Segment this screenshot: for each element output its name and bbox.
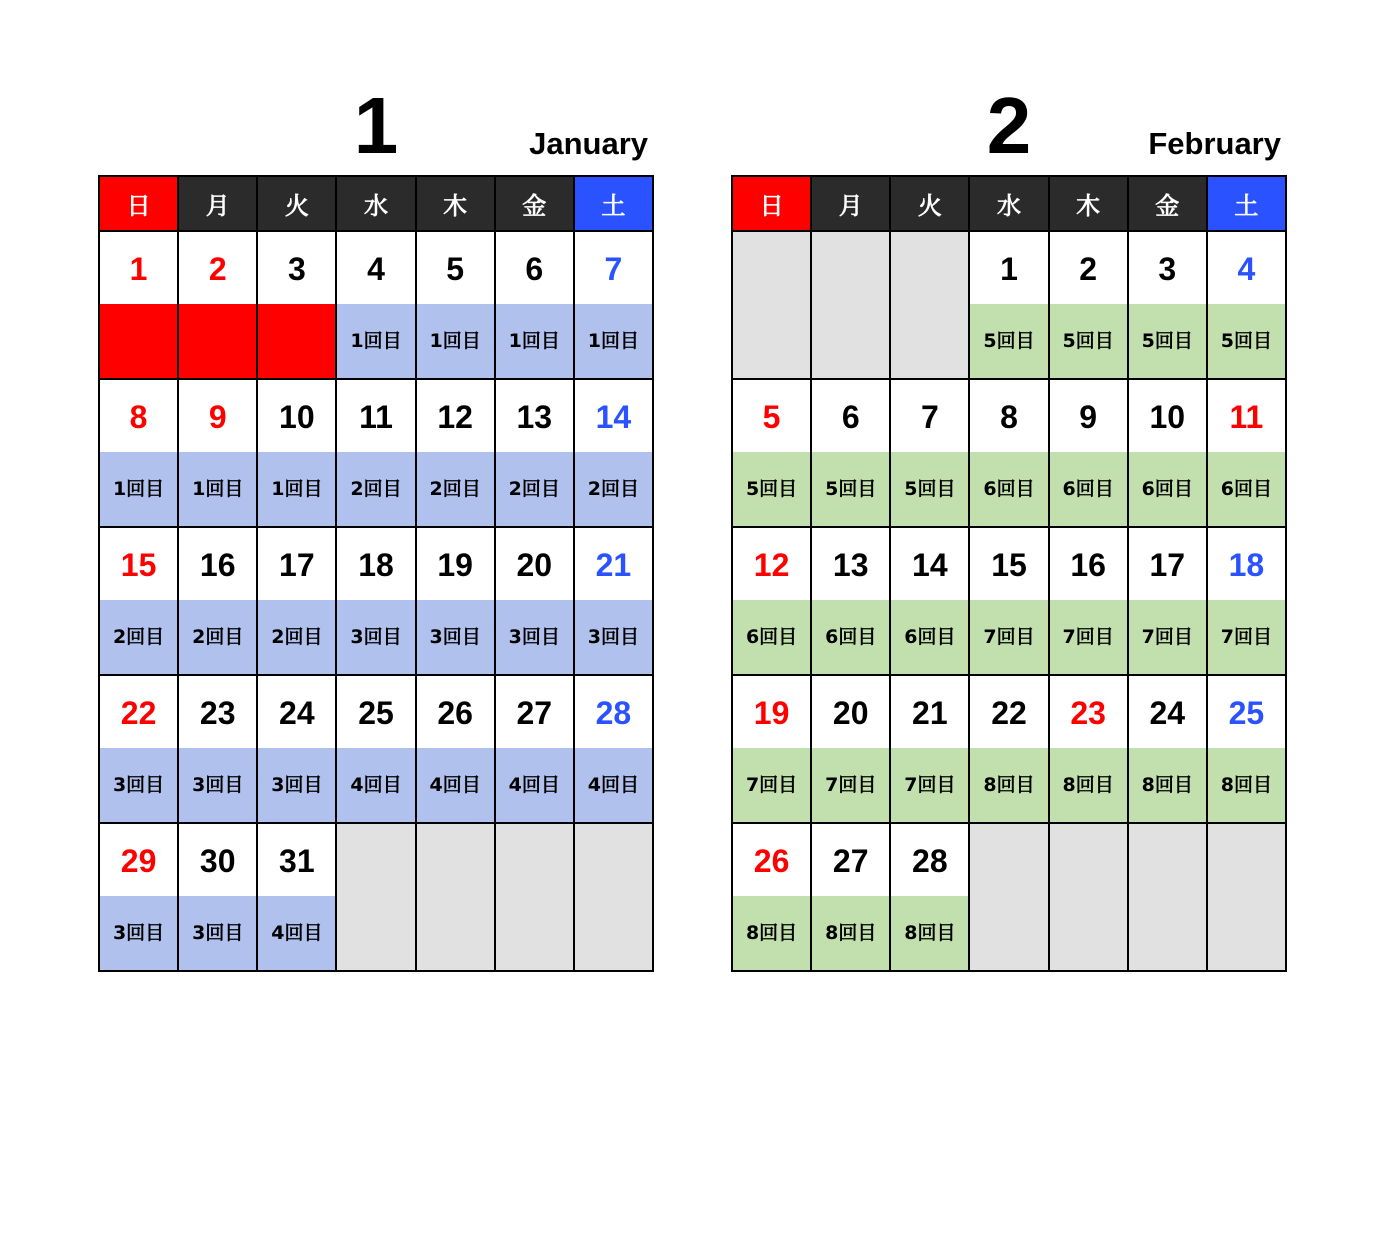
day-number: 26 [733, 824, 810, 896]
calendar-february [731, 0, 1287, 972]
day-number: 27 [496, 676, 573, 748]
session-count: 7回目 [1129, 600, 1206, 674]
day-number: 13 [496, 380, 573, 452]
weekday-header-row [99, 176, 653, 231]
day-number: 18 [337, 528, 414, 600]
day-cell[interactable] [99, 823, 178, 971]
day-number: 4 [337, 232, 414, 304]
day-number: 2 [179, 232, 256, 304]
day-cell[interactable] [495, 379, 574, 527]
weekday-header: 木 [1049, 176, 1128, 231]
session-count [258, 304, 335, 378]
day-number: 1 [100, 232, 177, 304]
day-number: 5 [733, 380, 810, 452]
empty-day-cell [336, 823, 415, 971]
day-number: 9 [179, 380, 256, 452]
weekday-header-row [732, 176, 1286, 231]
month-header [731, 0, 1287, 175]
day-number: 3 [1129, 232, 1206, 304]
weekday-header: 火 [890, 176, 969, 231]
day-number: 25 [337, 676, 414, 748]
week-row [99, 231, 653, 379]
day-cell[interactable] [732, 823, 811, 971]
day-cell[interactable] [178, 823, 257, 971]
session-count: 6回目 [1050, 452, 1127, 526]
session-count: 1回目 [337, 304, 414, 378]
day-cell[interactable] [1049, 231, 1128, 379]
session-count: 7回目 [812, 748, 889, 822]
session-count: 5回目 [970, 304, 1047, 378]
day-cell[interactable] [574, 231, 653, 379]
session-count: 5回目 [1129, 304, 1206, 378]
day-cell[interactable] [1207, 379, 1286, 527]
session-count: 8回目 [1050, 748, 1127, 822]
day-cell[interactable] [257, 823, 336, 971]
day-cell[interactable] [257, 675, 336, 823]
session-count: 8回目 [891, 896, 968, 970]
calendar-grid [731, 175, 1287, 972]
day-number: 7 [891, 380, 968, 452]
day-cell[interactable] [890, 527, 969, 675]
day-number: 15 [100, 528, 177, 600]
session-count: 2回目 [575, 452, 652, 526]
session-count: 6回目 [733, 600, 810, 674]
session-count: 1回目 [100, 452, 177, 526]
session-count: 5回目 [812, 452, 889, 526]
session-count: 3回目 [100, 896, 177, 970]
session-count: 4回目 [496, 748, 573, 822]
empty-day-cell [811, 231, 890, 379]
weekday-header: 火 [257, 176, 336, 231]
session-count: 4回目 [337, 748, 414, 822]
day-number: 1 [970, 232, 1047, 304]
day-number: 2 [1050, 232, 1127, 304]
day-number: 14 [891, 528, 968, 600]
day-cell[interactable] [336, 231, 415, 379]
empty-day-cell [574, 823, 653, 971]
day-cell[interactable] [890, 823, 969, 971]
day-cell[interactable] [495, 231, 574, 379]
day-number: 11 [337, 380, 414, 452]
day-number: 10 [258, 380, 335, 452]
day-number: 28 [891, 824, 968, 896]
session-count: 6回目 [891, 600, 968, 674]
day-number: 15 [970, 528, 1047, 600]
day-number: 19 [733, 676, 810, 748]
day-number: 12 [733, 528, 810, 600]
empty-day-cell [732, 231, 811, 379]
month-name: February [1148, 126, 1281, 161]
day-cell[interactable] [1049, 527, 1128, 675]
weekday-header: 金 [1128, 176, 1207, 231]
session-count: 6回目 [1208, 452, 1285, 526]
day-cell[interactable] [732, 675, 811, 823]
week-row [99, 527, 653, 675]
session-count [100, 304, 177, 378]
calendar-grid [98, 175, 654, 972]
day-cell[interactable] [99, 379, 178, 527]
day-cell[interactable] [99, 675, 178, 823]
day-cell[interactable] [1128, 379, 1207, 527]
month-header [98, 0, 654, 175]
session-count: 2回目 [100, 600, 177, 674]
session-count: 7回目 [891, 748, 968, 822]
day-number: 16 [179, 528, 256, 600]
session-count: 1回目 [258, 452, 335, 526]
day-number: 17 [1129, 528, 1206, 600]
empty-day-cell [416, 823, 495, 971]
session-count [179, 304, 256, 378]
session-count: 1回目 [496, 304, 573, 378]
empty-day-cell [495, 823, 574, 971]
day-number: 24 [258, 676, 335, 748]
session-count: 3回目 [258, 748, 335, 822]
day-cell[interactable] [811, 527, 890, 675]
day-cell[interactable] [178, 527, 257, 675]
day-cell[interactable] [495, 527, 574, 675]
session-count: 3回目 [417, 600, 494, 674]
day-number: 29 [100, 824, 177, 896]
day-cell[interactable] [257, 527, 336, 675]
day-cell[interactable] [257, 231, 336, 379]
day-number: 6 [812, 380, 889, 452]
month-number: 2 [986, 81, 1032, 170]
day-cell[interactable] [99, 231, 178, 379]
session-count: 7回目 [970, 600, 1047, 674]
session-count: 1回目 [179, 452, 256, 526]
session-count: 2回目 [258, 600, 335, 674]
day-number: 24 [1129, 676, 1206, 748]
session-count: 7回目 [733, 748, 810, 822]
day-number: 30 [179, 824, 256, 896]
session-count: 8回目 [733, 896, 810, 970]
week-row [99, 823, 653, 971]
week-row [732, 675, 1286, 823]
session-count: 8回目 [1129, 748, 1206, 822]
session-count: 6回目 [812, 600, 889, 674]
day-number: 14 [575, 380, 652, 452]
weekday-header: 月 [178, 176, 257, 231]
session-count: 4回目 [575, 748, 652, 822]
session-count: 8回目 [812, 896, 889, 970]
day-cell[interactable] [811, 379, 890, 527]
day-cell[interactable] [574, 527, 653, 675]
day-cell[interactable] [811, 675, 890, 823]
day-number: 12 [417, 380, 494, 452]
day-number: 19 [417, 528, 494, 600]
session-count: 5回目 [1208, 304, 1285, 378]
calendar-january [98, 0, 654, 972]
day-cell[interactable] [574, 379, 653, 527]
session-count: 3回目 [100, 748, 177, 822]
weekday-header: 土 [1207, 176, 1286, 231]
day-number: 21 [891, 676, 968, 748]
month-number: 1 [353, 81, 399, 170]
day-cell[interactable] [416, 379, 495, 527]
day-cell[interactable] [1128, 675, 1207, 823]
session-count: 3回目 [575, 600, 652, 674]
day-cell[interactable] [890, 675, 969, 823]
day-number: 13 [812, 528, 889, 600]
day-number: 27 [812, 824, 889, 896]
day-number: 22 [100, 676, 177, 748]
day-cell[interactable] [1207, 231, 1286, 379]
day-number: 20 [812, 676, 889, 748]
day-cell[interactable] [1207, 527, 1286, 675]
day-number: 5 [417, 232, 494, 304]
day-cell[interactable] [890, 379, 969, 527]
day-cell[interactable] [1049, 675, 1128, 823]
empty-day-cell [1207, 823, 1286, 971]
day-number: 23 [179, 676, 256, 748]
empty-day-cell [1128, 823, 1207, 971]
session-count: 4回目 [417, 748, 494, 822]
day-number: 21 [575, 528, 652, 600]
session-count: 3回目 [179, 896, 256, 970]
day-cell[interactable] [178, 379, 257, 527]
session-count: 1回目 [417, 304, 494, 378]
day-number: 17 [258, 528, 335, 600]
day-cell[interactable] [969, 231, 1048, 379]
day-cell[interactable] [336, 527, 415, 675]
day-number: 26 [417, 676, 494, 748]
day-cell[interactable] [416, 675, 495, 823]
week-row [99, 379, 653, 527]
weekday-header: 水 [969, 176, 1048, 231]
day-number: 6 [496, 232, 573, 304]
day-number: 22 [970, 676, 1047, 748]
day-cell[interactable] [1128, 527, 1207, 675]
day-number: 7 [575, 232, 652, 304]
day-cell[interactable] [969, 527, 1048, 675]
day-cell[interactable] [99, 527, 178, 675]
week-row [732, 527, 1286, 675]
day-cell[interactable] [336, 379, 415, 527]
session-count: 6回目 [970, 452, 1047, 526]
day-number: 23 [1050, 676, 1127, 748]
day-cell[interactable] [574, 675, 653, 823]
weekday-header: 土 [574, 176, 653, 231]
session-count: 8回目 [970, 748, 1047, 822]
day-number: 4 [1208, 232, 1285, 304]
day-cell[interactable] [811, 823, 890, 971]
day-cell[interactable] [732, 527, 811, 675]
weekday-header: 金 [495, 176, 574, 231]
session-count: 2回目 [496, 452, 573, 526]
session-count: 4回目 [258, 896, 335, 970]
weekday-header: 水 [336, 176, 415, 231]
day-cell[interactable] [416, 231, 495, 379]
day-cell[interactable] [416, 527, 495, 675]
day-cell[interactable] [969, 379, 1048, 527]
week-row [732, 379, 1286, 527]
day-number: 16 [1050, 528, 1127, 600]
day-cell[interactable] [1207, 675, 1286, 823]
session-count: 3回目 [496, 600, 573, 674]
day-number: 8 [970, 380, 1047, 452]
week-row [99, 675, 653, 823]
session-count: 2回目 [337, 452, 414, 526]
day-number: 8 [100, 380, 177, 452]
day-number: 11 [1208, 380, 1285, 452]
session-count: 5回目 [891, 452, 968, 526]
empty-day-cell [890, 231, 969, 379]
day-number: 28 [575, 676, 652, 748]
session-count: 1回目 [575, 304, 652, 378]
weekday-header: 月 [811, 176, 890, 231]
day-cell[interactable] [732, 379, 811, 527]
day-number: 31 [258, 824, 335, 896]
weekday-header: 日 [99, 176, 178, 231]
day-cell[interactable] [969, 675, 1048, 823]
day-cell[interactable] [495, 675, 574, 823]
day-number: 18 [1208, 528, 1285, 600]
day-cell[interactable] [257, 379, 336, 527]
day-number: 25 [1208, 676, 1285, 748]
session-count: 5回目 [733, 452, 810, 526]
month-name: January [529, 126, 648, 161]
session-count: 2回目 [417, 452, 494, 526]
session-count: 7回目 [1208, 600, 1285, 674]
session-count: 3回目 [179, 748, 256, 822]
week-row [732, 823, 1286, 971]
weekday-header: 木 [416, 176, 495, 231]
day-number: 10 [1129, 380, 1206, 452]
session-count: 2回目 [179, 600, 256, 674]
session-count: 6回目 [1129, 452, 1206, 526]
week-row [732, 231, 1286, 379]
session-count: 3回目 [337, 600, 414, 674]
empty-day-cell [1049, 823, 1128, 971]
session-count: 7回目 [1050, 600, 1127, 674]
day-cell[interactable] [178, 231, 257, 379]
day-number: 20 [496, 528, 573, 600]
day-number: 3 [258, 232, 335, 304]
day-cell[interactable] [1128, 231, 1207, 379]
session-count: 5回目 [1050, 304, 1127, 378]
session-count: 8回目 [1208, 748, 1285, 822]
day-cell[interactable] [336, 675, 415, 823]
empty-day-cell [969, 823, 1048, 971]
weekday-header: 日 [732, 176, 811, 231]
day-number: 9 [1050, 380, 1127, 452]
day-cell[interactable] [178, 675, 257, 823]
day-cell[interactable] [1049, 379, 1128, 527]
